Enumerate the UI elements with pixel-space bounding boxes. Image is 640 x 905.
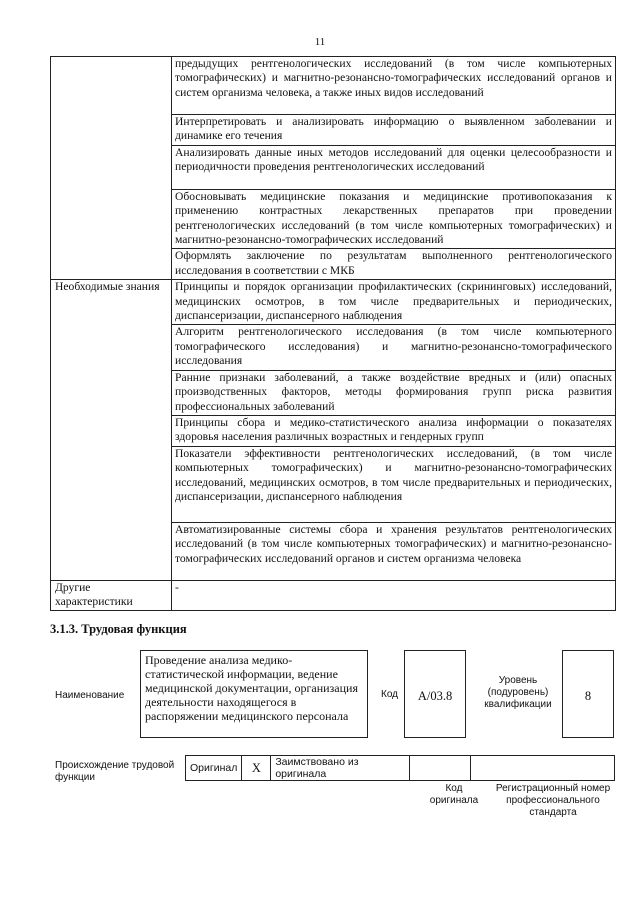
row-label: Другие характеристики: [51, 580, 172, 610]
table-row: [51, 580, 616, 610]
table-row: [51, 57, 616, 115]
row-label: [51, 446, 172, 522]
name-label: Наименование: [55, 690, 125, 701]
table-row: [51, 370, 616, 415]
row-content: -: [172, 580, 616, 610]
table-row: [51, 249, 616, 280]
table-row: [51, 115, 616, 146]
row-label: [51, 415, 172, 446]
row-content: Ранние признаки заболеваний, а также воздействие вредных и (или) опасных производственных факторов, методы формирования групп риска развития профессиональных заболеваний: [172, 370, 616, 415]
code-label: Код: [381, 689, 399, 700]
page-number: 11: [314, 36, 326, 48]
code-original-caption: Код оригинала: [429, 783, 479, 806]
original-mark: X: [242, 756, 271, 781]
row-label: [51, 189, 172, 249]
row-label: [51, 325, 172, 370]
row-label: Необходимые знания: [51, 280, 172, 325]
function-name-box: Проведение анализа медико-статистической информации, ведение медицинской документации, организация деятельности находящегося в распоряжении медицинского персонала: [140, 650, 368, 738]
level-label: Уровень (подуровень) квалификации: [484, 675, 552, 710]
table-row: [51, 325, 616, 370]
row-label: [51, 522, 172, 580]
row-content: Анализировать данные иных методов исследований для оценки целесообразности и периодичности проведения рентгенологических исследований: [172, 145, 616, 189]
row-label: [51, 57, 172, 115]
row-content: Оформлять заключение по результатам выполненного рентгенологического исследования в соответствии с МКБ: [172, 249, 616, 280]
section-title: 3.1.3. Трудовая функция: [50, 622, 187, 636]
row-content: Алгоритм рентгенологического исследования (в том числе компьютерного томографического исследования) и магнитно-резонансно-томографического исследования: [172, 325, 616, 370]
table-row: [51, 280, 616, 325]
level-value-box: 8: [562, 650, 614, 738]
table-row: [51, 446, 616, 522]
reg-number-cell: [471, 756, 615, 781]
row-label: [51, 115, 172, 146]
row-content: Принципы и порядок организации профилактических (скрининговых) исследований, медицинских осмотров, в том числе предварительных и периодических, диспансеризации, диспансерного наблюдения: [172, 280, 616, 325]
row-label: [51, 145, 172, 189]
reg-number-caption: Регистрационный номер профессионального стандарта: [495, 783, 611, 818]
table-row: [51, 189, 616, 249]
code-original-cell: [410, 756, 471, 781]
competency-table: [50, 56, 616, 611]
table-row: [51, 522, 616, 580]
row-content: Автоматизированные системы сбора и хранения результатов рентгенологических исследований (в том числе компьютерных томографических) и магнитно-резонансно-томографических исследований органов и систем организма человека: [172, 522, 616, 580]
row-content: Показатели эффективности рентгенологических исследований, (в том числе компьютерных томографических) и магнитно-резонансно-томографических исследований, медицинских осмотров, в том числе предварительных и периодических, диспансеризации, диспансерного наблюдения: [172, 446, 616, 522]
row-label: [51, 249, 172, 280]
row-content: предыдущих рентгенологических исследований (в том числе компьютерных томографических) и магнитно-резонансно-томографических исследований органов и систем организма человека, а также иных видов исследований: [172, 57, 616, 115]
borrowed-label: Заимствовано из оригинала: [271, 756, 410, 781]
code-value-box: A/03.8: [404, 650, 466, 738]
row-content: Обосновывать медицинские показания и медицинские противопоказания к применению контрастных лекарственных препаратов при проведении рентгенологических исследований (в том числе компьютерных томографических) и магнитно-резонансно-томографических исследований: [172, 189, 616, 249]
row-content: Принципы сбора и медико-статистического анализа информации о показателях здоровья населения различных возрастных и гендерных групп: [172, 415, 616, 446]
origin-label: Происхождение трудовой функции: [55, 760, 175, 783]
row-content: Интерпретировать и анализировать информацию о выявленном заболевании и динамике его течения: [172, 115, 616, 146]
origin-table: [185, 755, 615, 781]
original-label: Оригинал: [186, 756, 242, 781]
table-row: [51, 415, 616, 446]
table-row: [51, 145, 616, 189]
row-label: [51, 370, 172, 415]
